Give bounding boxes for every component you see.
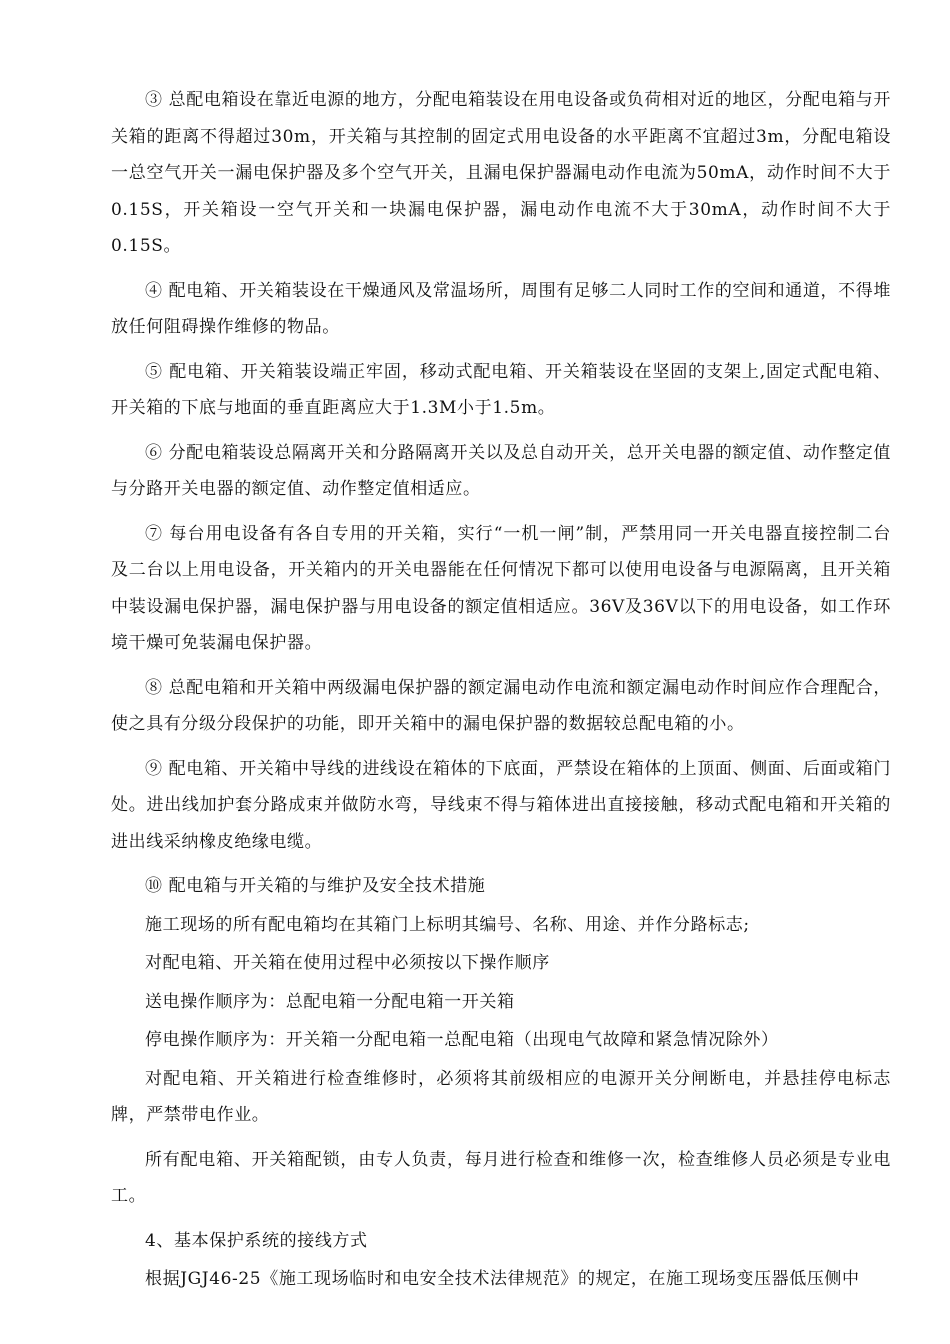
paragraph-power-off-order: 停电操作顺序为：开关箱一分配电箱一总配电箱（出现电气故障和紧急情况除外） [145,1030,779,1050]
paragraph-item-6: ⑥ 分配电箱装设总隔离开关和分路隔离开关以及总自动开关，总开关电器的额定值、动作整定值与分路开关电器的额定值、动作整定值相适应。 [111,442,891,499]
paragraph-jgj46-intro: 根据JGJ46-25《施工现场临时和电安全技术法律规范》的规定，在施工现场变压器低压侧中 [145,1269,860,1289]
paragraph-operation-order-intro: 对配电箱、开关箱在使用过程中必须按以下操作顺序 [145,953,550,973]
paragraph-power-on-order: 送电操作顺序为：总配电箱一分配电箱一开关箱 [145,991,515,1012]
paragraph-item-9: ⑨ 配电箱、开关箱中导线的进线设在箱体的下底面，严禁设在箱体的上顶面、侧面、后面或箱门处。进出线加护套分路成束并做防水弯，导线束不得与箱体进出直接接触，移动式配电箱和开关箱的进出线采纳橡皮绝缘电缆。 [111,758,891,852]
paragraph-item-4: ④ 配电箱、开关箱装设在干燥通风及常温场所，周围有足够二人同时工作的空间和通道，不得堆放任何阻碍操作维修的物品。 [111,280,891,337]
paragraph-item-10-heading: ⑩ 配电箱与开关箱的与维护及安全技术措施 [145,876,486,896]
paragraph-box-labeling: 施工现场的所有配电箱均在其箱门上标明其编号、名称、用途、并作分路标志; [145,914,750,935]
paragraph-item-8: ⑧ 总配电箱和开关箱中两级漏电保护器的额定漏电动作电流和额定漏电动作时间应作合理配合，使之具有分级分段保护的功能，即开关箱中的漏电保护器的数据较总配电箱的小。 [111,677,891,734]
paragraph-lock-management: 所有配电箱、开关箱配锁，由专人负责，每月进行检查和维修一次，检查维修人员必须是专业电工。 [111,1149,891,1206]
paragraph-item-5: ⑤ 配电箱、开关箱装设端正牢固，移动式配电箱、开关箱装设在坚固的支架上,固定式配电箱、开关箱的下底与地面的垂直距离应大于1.3M小于1.5m。 [111,361,891,418]
paragraph-maintenance-safety: 对配电箱、开关箱进行检查维修时，必须将其前级相应的电源开关分闸断电，并悬挂停电标志牌，严禁带电作业。 [111,1068,891,1125]
paragraph-item-7: ⑦ 每台用电设备有各自专用的开关箱，实行“一机一闸”制，严禁用同一开关电器直接控制二台及二台以上用电设备，开关箱内的开关电器能在任何情况下都可以使用电设备与电源隔离，且开关箱中装设漏电保护器，漏电保护器与用电设备的额定值相适应。36V及36V以下的用电设备，如工作环境干燥可免装漏电保护器。 [111,523,891,653]
paragraph-item-3: ③ 总配电箱设在靠近电源的地方，分配电箱装设在用电设备或负荷相对近的地区，分配电箱与开关箱的距离不得超过30m，开关箱与其控制的固定式用电设备的水平距离不宜超过3m，分配电箱设一总空气开关一漏电保护器及多个空气开关，且漏电保护器漏电动作电流为50mA，动作时间不大于0.15S，开关箱设一空气开关和一块漏电保护器，漏电动作电流不大于30mA，动作时间不大于0.15S。 [111,90,891,256]
document-page [111,82,891,1300]
section-heading-4: 4、基本保护系统的接线方式 [145,1230,368,1251]
